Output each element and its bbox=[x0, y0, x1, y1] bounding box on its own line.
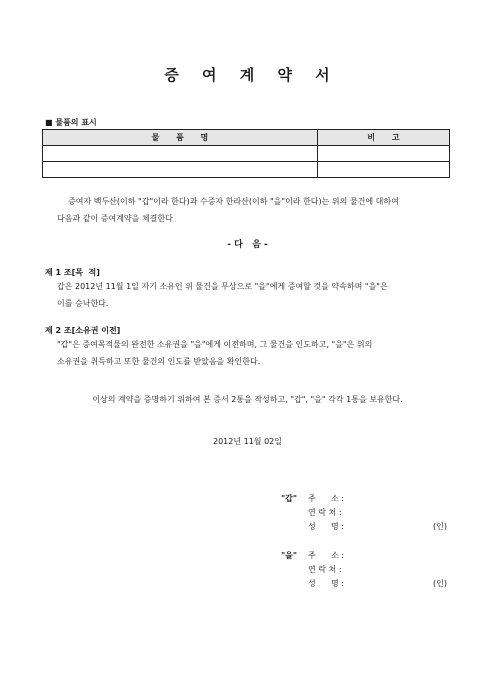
party-gap-name: "갑" bbox=[281, 494, 298, 503]
party-eul-seal-row bbox=[281, 577, 451, 591]
party-eul-seal: (인) bbox=[433, 579, 447, 588]
daum-heading: - 다 음 - bbox=[227, 240, 268, 250]
party-gap-seal: (인) bbox=[433, 522, 447, 531]
article-2-body bbox=[57, 336, 447, 370]
party-gap-address-row bbox=[281, 492, 451, 506]
party-eul-contact-row bbox=[281, 563, 451, 577]
party-gap-block bbox=[281, 492, 451, 534]
items-section-label: ■ 물품의 표시 bbox=[45, 118, 97, 127]
intro-paragraph bbox=[57, 193, 447, 227]
intro-line-1: 증여자 백두산(이하 "갑"이라 한다)과 수증자 한라산(이하 "을"이라 한다)는 위의 물건에 대하여 bbox=[68, 197, 399, 206]
document-title: 증 여 계 약 서 bbox=[164, 66, 339, 84]
party-eul-seal-name-label: 성 명 : bbox=[308, 579, 344, 588]
header-remarks: 비 고 bbox=[317, 130, 449, 146]
party-gap-address-label: 주 소 : bbox=[308, 494, 344, 503]
party-eul-address-row bbox=[281, 549, 451, 563]
party-eul-contact-label: 연 락 처 : bbox=[308, 565, 342, 574]
party-eul-address-label: 주 소 : bbox=[308, 551, 344, 560]
item-name-cell bbox=[43, 162, 318, 178]
intro-line-2: 다음과 같이 증여계약을 체결한다 bbox=[57, 214, 173, 223]
party-eul-name: "을" bbox=[281, 551, 298, 560]
party-eul-block bbox=[281, 549, 451, 591]
article-2-title: 제 2 조[소유권 이전] bbox=[45, 326, 121, 335]
article-2-line-1: "갑"은 증여목적물의 완전한 소유권을 "을"에게 이전하며, 그 물건을 인도하고, "을"은 위의 bbox=[57, 340, 373, 349]
article-1-line-1: 갑은 2012년 11월 1일 자기 소유인 위 물건을 무상으로 "을"에게 증여할 것을 약속하며 "을"은 bbox=[57, 282, 388, 291]
article-1-body bbox=[57, 278, 447, 312]
article-1-line-2: 이를 승낙한다. bbox=[57, 299, 109, 308]
contract-date: 2012년 11월 02일 bbox=[213, 437, 282, 446]
remarks-cell bbox=[317, 162, 449, 178]
party-gap-seal-name-label: 성 명 : bbox=[308, 522, 344, 531]
remarks-cell bbox=[317, 146, 449, 162]
items-table bbox=[42, 129, 450, 178]
closing-statement: 이상의 계약을 증명하기 위하여 본 증서 2통을 작성하고, "갑", "을" 각각 1통을 보유한다. bbox=[92, 395, 403, 404]
article-1-title: 제 1 조[목 적] bbox=[45, 268, 100, 277]
table-row bbox=[43, 146, 450, 162]
party-gap-contact-row bbox=[281, 506, 451, 520]
table-row bbox=[43, 162, 450, 178]
party-gap-seal-row bbox=[281, 520, 451, 534]
item-name-cell bbox=[43, 146, 318, 162]
items-table-header-row bbox=[43, 130, 450, 146]
article-2-line-2: 소유권을 취득하고 또한 물건의 인도를 받았음을 확인한다. bbox=[57, 357, 261, 366]
header-item-name: 물 품 명 bbox=[43, 130, 318, 146]
party-gap-contact-label: 연 락 처 : bbox=[308, 508, 342, 517]
